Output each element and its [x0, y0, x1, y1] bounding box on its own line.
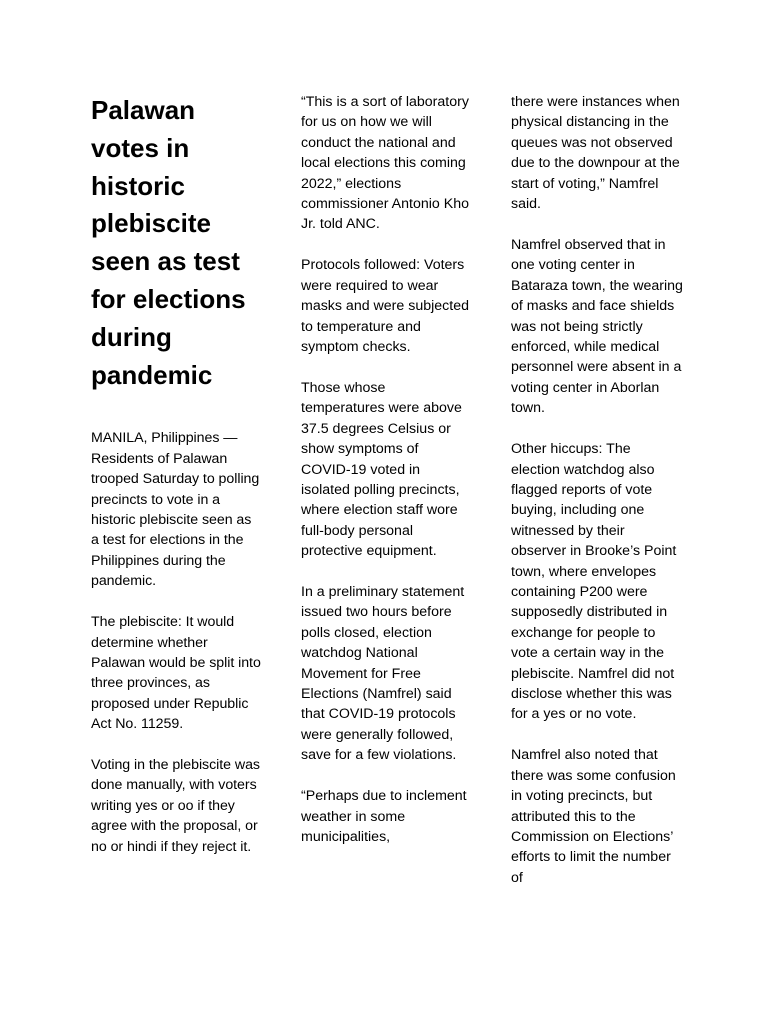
paragraph-plebiscite: The plebiscite: It would determine whether Palawan would be split into three provinces, as proposed under Republic Act No. 11259. — [91, 614, 261, 733]
paragraph-namfrel-statement: In a preliminary statement issued two hours before polls closed, election watchdog National Movement for Free Elections (Namfrel) said that COVID-19 protocols were generally followed, save for a few violations. — [301, 584, 465, 764]
paragraph-voting-manual: Voting in the plebiscite was done manually, with voters writing yes or oo if they agree with the proposal, or no or hindi if they reject it. — [91, 757, 260, 855]
paragraph-confusion: Namfrel also noted that there was some confusion in voting precincts, but attributed this to the Commission on Elections’ efforts to limit the number of — [511, 747, 676, 886]
paragraph-temperatures: Those whose temperatures were above 37.5 degrees Celsius or show symptoms of COVID-19 voted in isolated polling precincts, where election staff wore full-body personal protective equipment. — [301, 379, 462, 560]
article-column-1 — [91, 92, 261, 878]
paragraph-distancing: there were instances when physical distancing in the queues was not observed due to the downpour at the start of voting,” Namfrel said. — [511, 94, 680, 213]
article-headline: Palawan votes in historic plebiscite seen as test for elections during pandemic — [91, 95, 246, 390]
article-column-3 — [511, 92, 683, 909]
paragraph-quote-kho: “This is a sort of laboratory for us on how we will conduct the national and local elections this coming 2022,” elections commissioner Antonio Kho Jr. told ANC. — [301, 94, 469, 233]
paragraph-protocols: Protocols followed: Voters were required to wear masks and were subjected to temperature and symptom checks. — [301, 257, 469, 355]
paragraph-bataraza: Namfrel observed that in one voting center in Bataraza town, the wearing of masks and face shields was not being strictly enforced, while medical personnel were absent in a voting center in Aborlan town. — [511, 236, 683, 417]
paragraph-weather-quote: “Perhaps due to inclement weather in some municipalities, — [301, 788, 467, 845]
paragraph-vote-buying: Other hiccups: The election watchdog also flagged reports of vote buying, including one witnessed by their observer in Brooke’s Point town, where envelopes containing P200 were supposedly distributed in exchange for people to vote a certain way in the plebiscite. Namfrel did not disclose whether this was for a yes or no vote. — [511, 441, 677, 723]
article-column-2 — [301, 92, 471, 868]
paragraph-dateline: MANILA, Philippines — Residents of Palawan trooped Saturday to polling precincts to vote in a historic plebiscite seen as a test for elections in the Philippines during the pandemic. — [91, 430, 260, 590]
